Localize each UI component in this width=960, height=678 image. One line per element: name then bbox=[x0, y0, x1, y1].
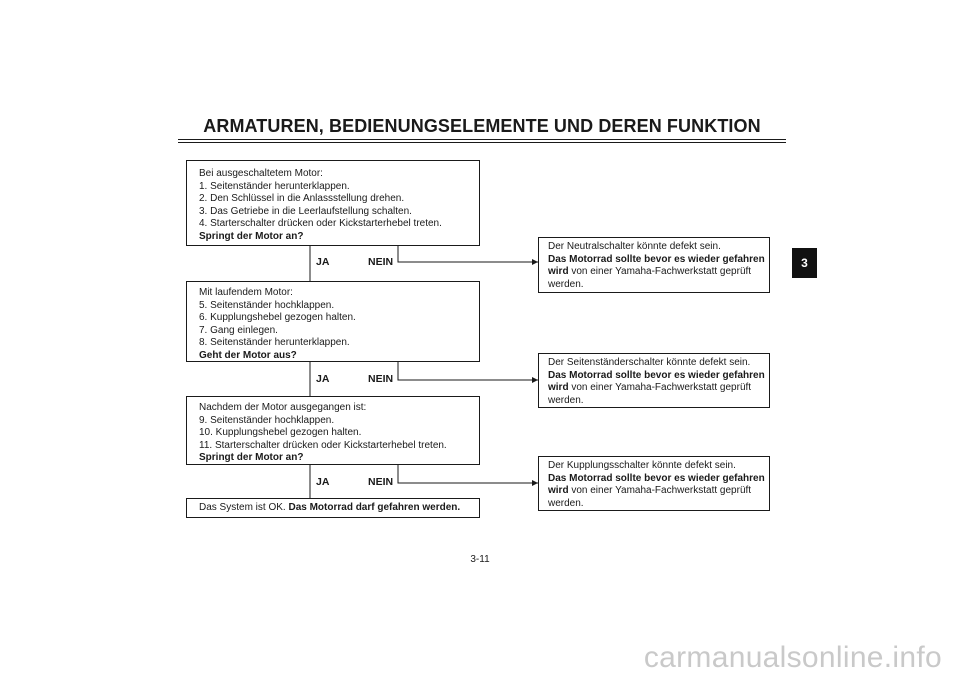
result-box-2 bbox=[538, 353, 770, 408]
step-question: Geht der Motor aus? bbox=[199, 349, 297, 361]
step-line: Bei ausgeschaltetem Motor: bbox=[199, 168, 323, 179]
result-line: werden. bbox=[548, 394, 584, 406]
no-connector-2 bbox=[398, 362, 538, 380]
step-line: 6. Kupplungshebel gezogen halten. bbox=[199, 312, 356, 324]
result-rest: von einer Yamaha-Fachwerkstatt geprüft bbox=[568, 266, 752, 278]
final-box bbox=[186, 498, 480, 518]
result-line: werden. bbox=[548, 278, 584, 290]
final-bold-text: Das Motorrad darf gefahren werden. bbox=[288, 502, 461, 513]
result-line: Der Kupplungsschalter könnte defekt sein. bbox=[548, 460, 736, 471]
step-line: 8. Seitenständer herunterklappen. bbox=[199, 337, 350, 349]
result-rest: von einer Yamaha-Fachwerkstatt geprüft bbox=[568, 382, 752, 394]
final-text: Das System ist OK. bbox=[199, 502, 286, 513]
step-box-1 bbox=[186, 160, 480, 246]
watermark: carmanualsonline.info bbox=[643, 641, 942, 674]
page-number: 3-11 bbox=[470, 554, 490, 565]
step-line: 7. Gang einlegen. bbox=[199, 324, 278, 336]
result-line: werden. bbox=[548, 497, 584, 509]
step-line: 4. Starterschalter drücken oder Kickstarterhebel treten. bbox=[199, 218, 442, 230]
no-connector-1 bbox=[398, 246, 538, 262]
chapter-tab: 3 bbox=[792, 248, 817, 278]
step-line: 3. Das Getriebe in die Leerlaufstellung schalten. bbox=[199, 205, 412, 217]
yes-label-1: JA bbox=[316, 256, 330, 268]
step-line: 11. Starterschalter drücken oder Kickstarterhebel treten. bbox=[199, 439, 447, 451]
result-bold-word: wird bbox=[548, 266, 569, 278]
step-line: Mit laufendem Motor: bbox=[199, 287, 293, 298]
yes-label-3: JA bbox=[316, 476, 330, 488]
result-bold-line: Das Motorrad sollte bevor es wieder gefahren bbox=[548, 369, 765, 381]
step-box-2 bbox=[186, 281, 480, 362]
yes-label-2: JA bbox=[316, 373, 330, 385]
page-title: ARMATUREN, BEDIENUNGSELEMENTE UND DEREN FUNKTION bbox=[203, 116, 761, 136]
step-line: 10. Kupplungshebel gezogen halten. bbox=[199, 427, 362, 439]
no-label-3: NEIN bbox=[368, 476, 394, 488]
no-label-2: NEIN bbox=[368, 373, 394, 385]
result-bold-line: Das Motorrad sollte bevor es wieder gefahren bbox=[548, 472, 765, 484]
step-line: 9. Seitenständer hochklappen. bbox=[199, 414, 335, 426]
step-line: Nachdem der Motor ausgegangen ist: bbox=[199, 402, 367, 413]
step-box-3 bbox=[186, 396, 480, 465]
step-line: 5. Seitenständer hochklappen. bbox=[199, 299, 335, 311]
result-rest: von einer Yamaha-Fachwerkstatt geprüft bbox=[568, 485, 752, 497]
step-question: Springt der Motor an? bbox=[199, 452, 304, 464]
result-bold-word: wird bbox=[548, 485, 569, 497]
no-connector-3 bbox=[398, 465, 538, 483]
result-box-3 bbox=[538, 456, 770, 511]
result-box-1 bbox=[538, 237, 770, 293]
result-line: Der Seitenständerschalter könnte defekt sein. bbox=[548, 357, 751, 368]
no-label-1: NEIN bbox=[368, 256, 394, 268]
result-line: Der Neutralschalter könnte defekt sein. bbox=[548, 241, 721, 252]
step-question: Springt der Motor an? bbox=[199, 230, 304, 242]
result-bold-line: Das Motorrad sollte bevor es wieder gefahren bbox=[548, 253, 765, 265]
step-line: 2. Den Schlüssel in die Anlassstellung drehen. bbox=[199, 193, 405, 205]
step-line: 1. Seitenständer herunterklappen. bbox=[199, 180, 350, 192]
result-bold-word: wird bbox=[548, 382, 569, 394]
